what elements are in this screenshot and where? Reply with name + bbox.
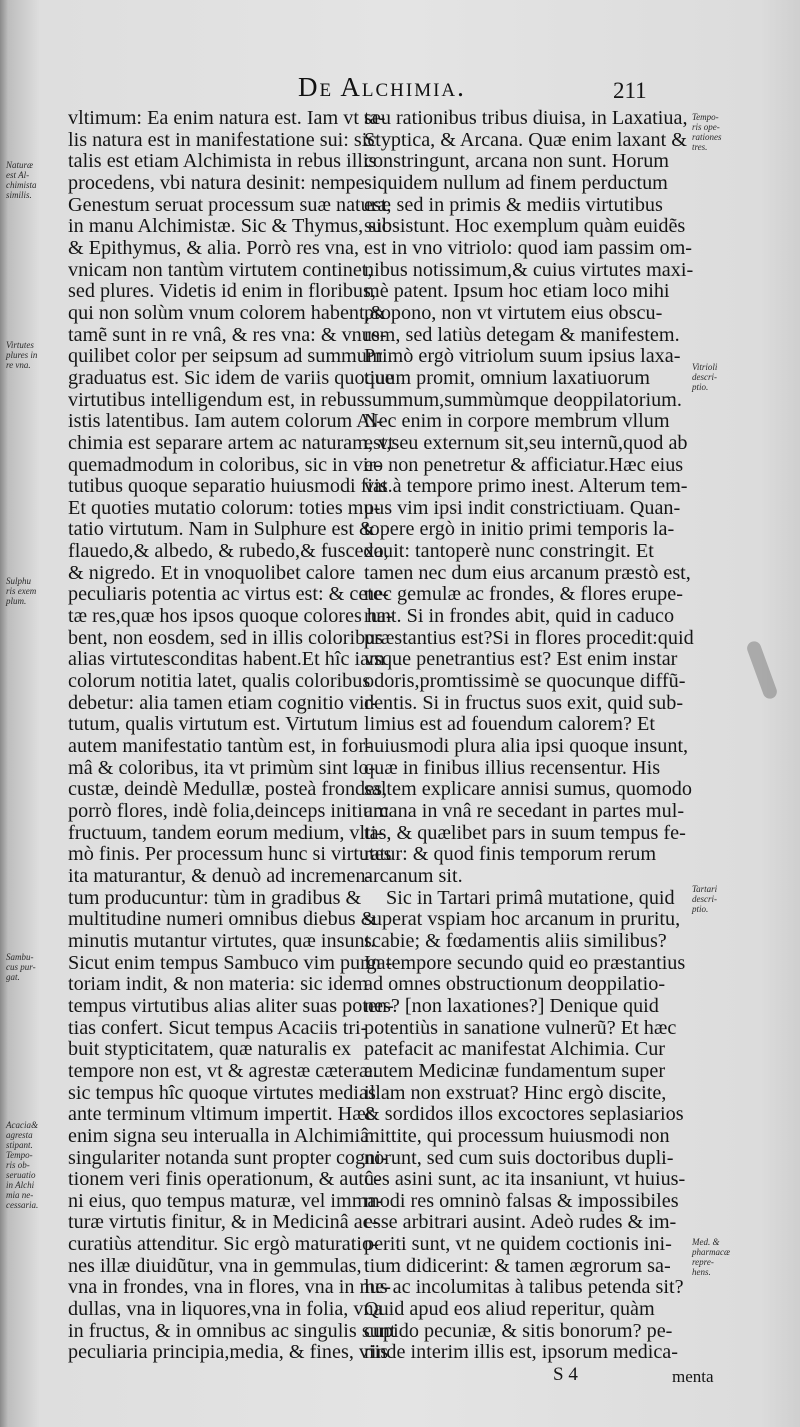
text-line: tium didicerint: & tamen ægrorum sa- [364, 1254, 671, 1277]
text-line: vis à tempore primo inest. Alterum tem- [364, 475, 688, 498]
text-line: seu rationibus tribus diuisa, in Laxatiua, [364, 107, 688, 129]
text-line: in manu Alchimistæ. Sic & Thymus, sic [68, 215, 391, 238]
text-line: esse arbitrari ausint. Adeò rudes & im- [364, 1211, 677, 1234]
running-title: De Alchimia. [298, 72, 466, 102]
text-line: Primò ergò vitriolum suum ipsius laxa- [364, 345, 681, 368]
margin-note-line: hens. [692, 1267, 711, 1277]
margin-note-line: repre- [692, 1257, 714, 1267]
text-line: rem, sed latiùs detegam & manifestem. [364, 323, 680, 346]
text-line: colorum notitia latet, qualis coloribus [68, 670, 371, 693]
text-line: buit stypticitatem, quæ naturalis ex [68, 1038, 352, 1061]
margin-note-line: cus pur- [6, 962, 36, 972]
text-line: In tempore secundo quid eo præstantius [364, 951, 686, 974]
margin-note-line: seruatio [6, 1170, 36, 1180]
margin-note-line: descri- [692, 372, 717, 382]
text-line: norunt, sed cum suis doctoribus dupli- [364, 1146, 674, 1169]
margin-note-line: rationes [692, 132, 722, 142]
text-line: subsistunt. Hoc exemplum quàm euidẽs [364, 215, 686, 238]
margin-note-virtutes [6, 340, 64, 370]
text-line: periti sunt, vt ne quidem coctionis ini- [364, 1233, 672, 1256]
right-text-column [364, 107, 694, 1364]
margin-note-line: ris exem [6, 586, 37, 596]
page-number: 211 [613, 78, 647, 103]
text-line: tæ res,quæ hos ipsos quoque colores ha- [68, 605, 393, 628]
text-line: talis est etiam Alchimista in rebus illis [68, 150, 377, 173]
text-line: vna in frondes, vna in flores, vna in me- [68, 1276, 391, 1299]
margin-note-line: pharmacæ [692, 1247, 730, 1257]
left-text-column [68, 107, 396, 1364]
text-line: singulariter notanda sunt propter cogni- [68, 1146, 388, 1169]
margin-note-line: ris ope- [692, 122, 720, 132]
text-line: ita maturantur, & denuò ad incremen- [68, 864, 373, 887]
text-line: Quid apud eos aliud reperitur, quàm [364, 1298, 655, 1321]
text-line: Sic in Tartari primâ mutatione, quid [386, 886, 675, 909]
margin-note-line: ptio. [692, 382, 709, 392]
text-line: toriam indit, & non materia: sic idem [68, 973, 368, 996]
text-line: odoris,promtissimè se quocunque diffũ- [364, 670, 686, 693]
text-line: debetur: alia tamen etiam cognitio vir- [68, 691, 378, 714]
text-line: & sordidos illos excoctores seplasiarios [364, 1103, 684, 1126]
text-line: dentis. Si in fructus suos exit, quid sub- [364, 691, 684, 714]
text-line: ante terminum vltimum impertit. Hæc [68, 1103, 375, 1126]
text-line: multitudine numeri omnibus diebus & [68, 908, 377, 931]
text-line: fructuum, tandem eorum medium, vlti- [68, 821, 384, 844]
text-line: saltem explicare annisi sumus, quomodo [364, 778, 692, 801]
text-line: tionem veri finis operationum, & autû- [68, 1168, 381, 1191]
margin-note-medicorum [692, 1237, 742, 1277]
margin-note-line: gat. [6, 972, 20, 982]
text-line: curatiùs attenditur. Sic ergò maturatio- [68, 1233, 379, 1256]
text-line: graduatus est. Sic idem de variis quoque [68, 366, 394, 389]
text-line: bent, non eosdem, sed in illis coloribus [68, 626, 384, 649]
margin-note-line: Sambu- [6, 952, 34, 962]
margin-note-line: Naturæ [6, 160, 34, 170]
text-line: mò finis. Per processum hunc si virtutes [68, 843, 392, 866]
text-line: nibus notissimum,& cuius virtutes maxi- [364, 258, 694, 281]
text-line: peculiaris potentia ac virtus est: & cete- [68, 583, 389, 606]
text-line: illam non exstruat? Hinc ergò discite, [364, 1081, 667, 1104]
margin-note-line: est Al- [6, 170, 30, 180]
text-line: porrò flores, indè folia,deinceps initium [68, 800, 389, 822]
text-line: tiuum promit, omnium laxatiuorum [364, 366, 650, 389]
text-line: ni eius, quo tempus maturæ, vel imma- [68, 1189, 384, 1212]
text-line: summum,summùmque deoppilatorium. [364, 388, 682, 411]
text-line: nes? [non laxationes?] Denique quid [364, 994, 659, 1017]
text-line: est,seu externum sit,seu internũ,quod ab [364, 431, 688, 454]
text-line: Sicut enim tempus Sambuco vim purga- [68, 951, 393, 974]
margin-note-line: Tempo- [692, 112, 719, 122]
text-line: Genestum seruat processum suæ naturæ [68, 193, 391, 216]
margin-note-line: chimista [6, 180, 37, 190]
text-line: tias confert. Sicut tempus Acaciis tri- [68, 1016, 368, 1039]
text-line: in fructus, & in omnibus ac singulis sunt [68, 1319, 396, 1342]
margin-note-line: Tempo- [6, 1150, 33, 1160]
text-line: tas, & quælibet pars in suum tempus fe- [364, 821, 686, 844]
text-line: tatio virtutum. Nam in Sulphure est & [68, 518, 375, 541]
page-header [0, 70, 800, 110]
text-line: siquidem nullum ad finem perductum [364, 171, 668, 194]
text-line: peculiaria principia,media, & fines, viis [68, 1341, 389, 1364]
text-line: sic tempus hîc quoque virtutes medias [68, 1081, 376, 1104]
text-line: tempore non est, vt & agrestæ cæteræ: [68, 1059, 379, 1082]
margin-note-line: ris ob- [6, 1160, 30, 1170]
text-line: mè patent. Ipsum hoc etiam loco mihi [364, 280, 670, 303]
text-line: sed plures. Videtis id enim in floribus, [68, 280, 376, 303]
text-line: autem Medicinæ fundamentum super [364, 1059, 666, 1082]
text-line: lis natura est in manifestatione sui: sic [68, 128, 377, 151]
text-line: ratur: & quod finis temporum rerum [364, 843, 657, 866]
margin-note-line: agresta [6, 1130, 33, 1140]
text-line: qui non solùm vnum colorem habent,& [68, 301, 386, 324]
text-line: cupido pecuniæ, & sitis bonorum? pe- [364, 1319, 673, 1342]
text-line: rinde interim illis est, ipsorum medica- [364, 1341, 678, 1364]
margin-note-line: plures in [6, 350, 38, 360]
margin-note-line: stipant. [6, 1140, 33, 1150]
margin-note-line: Virtutes [6, 340, 34, 350]
text-line: tutum, qualis virtutum est. Virtutum [68, 713, 359, 736]
text-line: flauedo,& albedo, & rubedo,& fuscedo, [68, 540, 389, 563]
text-line: xauit: tantoperè nunc constringit. Et [364, 540, 654, 563]
text-line: est, sed in primis & mediis virtutibus [364, 193, 663, 216]
text-line: quemadmodum in coloribus, sic in vir- [68, 453, 382, 476]
margin-note-temporis [692, 112, 742, 152]
text-line: nes illæ diuidũtur, vna in gemmulas, [68, 1254, 362, 1277]
text-line: virtutibus intelligendum est, in rebus [68, 388, 365, 411]
margin-note-acacia [6, 1120, 64, 1210]
margin-note-line: Acacia& [6, 1120, 38, 1130]
margin-note-line: plum. [6, 596, 27, 606]
text-line: præstantius est?Si in flores procedit:quid [364, 626, 694, 649]
text-line: alias virtutesconditas habent.Et hîc iam [68, 648, 385, 671]
text-line: tamẽ sunt in re vnâ, & res vna: & vnus- [68, 323, 387, 346]
text-line: superat vspiam hoc arcanum in pruritu, [364, 908, 681, 931]
margin-note-line: similis. [6, 190, 32, 200]
margin-note-vitrioli [692, 362, 742, 392]
text-line: runt. Si in frondes abit, quid in caduco [364, 605, 675, 628]
text-line: vnicam non tantùm virtutem continet, [68, 258, 373, 281]
text-line: scabie; & fœdamentis aliis similibus? [364, 929, 667, 952]
text-line: nec gemulæ ac frondes, & flores erupe- [364, 583, 683, 606]
page-footer [0, 1359, 800, 1389]
text-line: propono, non vt virtutem eius obscu- [364, 301, 663, 324]
margin-note-line: re vna. [6, 360, 31, 370]
margin-note-line: Tartari [692, 884, 718, 894]
text-line: Et quoties mutatio colorum: toties mu- [68, 496, 381, 519]
text-line: patefacit ac manifestat Alchimia. Cur [364, 1038, 666, 1061]
text-line: topere ergò in initio primi temporis la- [364, 518, 675, 541]
margin-note-line: Med. & [692, 1237, 720, 1247]
text-line: modi res omninò falsas & impossibiles [364, 1189, 679, 1212]
text-line: istis latentibus. Iam autem colorum Al- [68, 410, 384, 433]
text-line: pus vim ipsi indit constrictiuam. Quan- [364, 496, 681, 519]
signature-mark: S 4 [553, 1364, 578, 1385]
margin-note-tartari [692, 884, 742, 914]
text-line: tum producuntur: tùm in gradibus & [68, 886, 362, 909]
text-line: huiusmodi plura alia ipsi quoque insunt, [364, 735, 689, 758]
margin-note-line: ptio. [692, 904, 709, 914]
text-line: arcanum sit. [364, 864, 463, 887]
text-line: quilibet color per seipsum ad summum [68, 345, 383, 368]
text-line: Styptica, & Arcana. Quæ enim laxant & [364, 128, 687, 151]
margin-note-sambucus [6, 952, 64, 982]
margin-note-line: Vitrioli [692, 362, 718, 372]
text-line: & nigredo. Et in vnoquolibet calore [68, 561, 356, 584]
text-line: vsque penetrantius est? Est enim instar [364, 648, 678, 671]
margin-note-line: descri- [692, 894, 717, 904]
text-line: autem manifestatio tantùm est, in for- [68, 735, 372, 758]
text-line: est in vno vitriolo: quod iam passim om- [364, 236, 693, 259]
text-line: minutis mutantur virtutes, quæ insunt. [68, 929, 376, 952]
text-line: constringunt, arcana non sunt. Horum [364, 150, 669, 173]
margin-note-line: cessaria. [6, 1200, 39, 1210]
ink-smudge [745, 639, 779, 700]
text-line: tamen nec dum eius arcanum præstò est, [364, 561, 691, 584]
text-line: & Epithymus, & alia. Porrò res vna, [68, 236, 359, 259]
text-line: vltimum: Ea enim natura est. Iam vt ta- [68, 107, 386, 129]
text-line: procedens, vbi natura desinit: nempe [68, 171, 365, 194]
margin-note-line: in Alchi [6, 1180, 35, 1190]
text-line: mâ & coloribus, ita vt primùm sint lo- [68, 756, 376, 779]
text-line: limius est ad fouendum calorem? Et [364, 713, 655, 736]
text-line: dullas, vna in liquores,vna in folia, vna [68, 1298, 383, 1321]
text-line: tutibus quoque separatio huiusmodi fiat. [68, 475, 393, 498]
text-line: eo non penetretur & afficiatur.Hæc eius [364, 453, 684, 476]
text-line: arcana in vnâ re secedant in partes mul- [364, 800, 685, 822]
catchword: menta [672, 1367, 714, 1386]
text-line: Nec enim in corpore membrum vllum [364, 410, 670, 433]
margin-note-natura [6, 160, 64, 200]
text-line: tempus virtutibus alias aliter suas poten- [68, 994, 394, 1017]
text-line: mittite, qui processum huiusmodi non [364, 1124, 670, 1147]
text-line: ces asini sunt, ac ita insaniunt, vt huius- [364, 1168, 686, 1191]
text-line: lus ac incolumitas à talibus petenda sit? [364, 1276, 684, 1299]
margin-note-line: tres. [692, 142, 708, 152]
text-line: turæ virtutis finitur, & in Medicinâ ac- [68, 1211, 379, 1234]
text-line: enim signa seu interualla in Alchimiâ [68, 1124, 370, 1147]
margin-note-line: Sulphu [6, 576, 32, 586]
margin-note-sulphur [6, 576, 64, 606]
text-line: quæ in finibus illius recensentur. His [364, 756, 661, 779]
text-line: potentiùs in sanatione vulnerũ? Et hæc [364, 1016, 677, 1039]
margin-note-line: mia ne- [6, 1190, 34, 1200]
text-line: chimia est separare artem ac naturam, vt [68, 431, 394, 454]
text-line: ad omnes obstructionum deoppilatio- [364, 973, 666, 996]
text-line: custæ, deindè Medullæ, posteà frondes, [68, 778, 388, 801]
